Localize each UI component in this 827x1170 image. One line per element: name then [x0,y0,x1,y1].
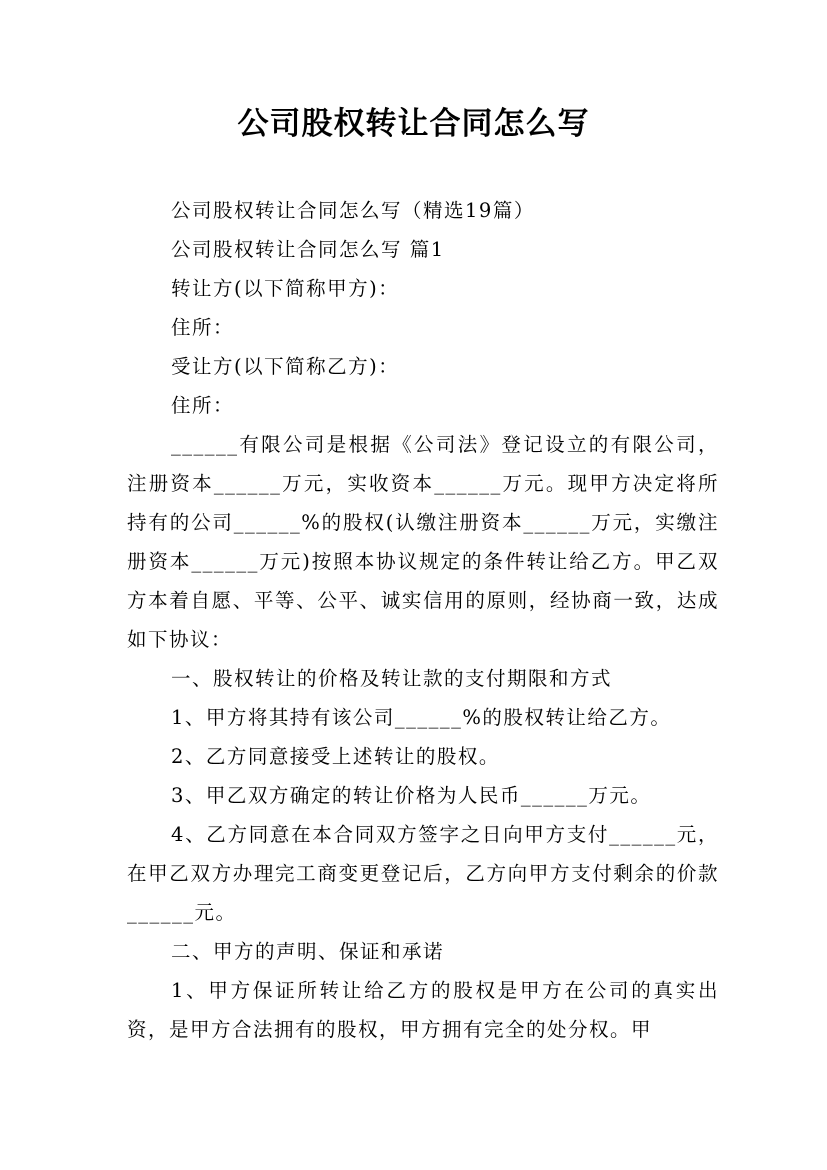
paragraph-clause-1-3: 3、甲乙双方确定的转让价格为人民币______万元。 [171,784,652,807]
paragraph-section-heading: 公司股权转让合同怎么写 篇1 [171,238,445,261]
paragraph-transferee: 受让方(以下简称乙方)： [171,355,400,378]
paragraph-subtitle: 公司股权转让合同怎么写（精选19篇） [171,199,535,222]
paragraph-transferor: 转让方(以下简称甲方)： [171,277,400,300]
paragraph-heading-price: 一、股权转让的价格及转让款的支付期限和方式 [171,667,613,690]
document-body [127,191,719,1049]
paragraph-preamble: ______有限公司是根据《公司法》登记设立的有限公司，注册资本______万元，实收资本______万元。现甲方决定将所持有的公司______%的股权(认缴注册资本______万元，实缴注册资本______万元)按照本协议规定的条件转让给乙方。甲乙双方本着自愿、平等、公平、诚实信用的原则，经协商一致，达成如下协议： [127,433,719,651]
paragraph-transferor-address: 住所： [171,316,235,339]
document-title: 公司股权转让合同怎么写 [237,106,590,142]
paragraph-clause-2-1: 1、甲方保证所转让给乙方的股权是甲方在公司的真实出资，是甲方合法拥有的股权，甲方拥有完全的处分权。甲 [127,979,719,1041]
paragraph-clause-1-4: 4、乙方同意在本合同双方签字之日向甲方支付______元，在甲乙双方办理完工商变更登记后，乙方向甲方支付剩余的价款______元。 [127,823,719,924]
paragraph-clause-1-2: 2、乙方同意接受上述转让的股权。 [171,745,500,768]
paragraph-clause-1-1: 1、甲方将其持有该公司______%的股权转让给乙方。 [171,706,672,729]
paragraph-transferee-address: 住所： [171,394,235,417]
paragraph-heading-warranties: 二、甲方的声明、保证和承诺 [171,940,445,963]
